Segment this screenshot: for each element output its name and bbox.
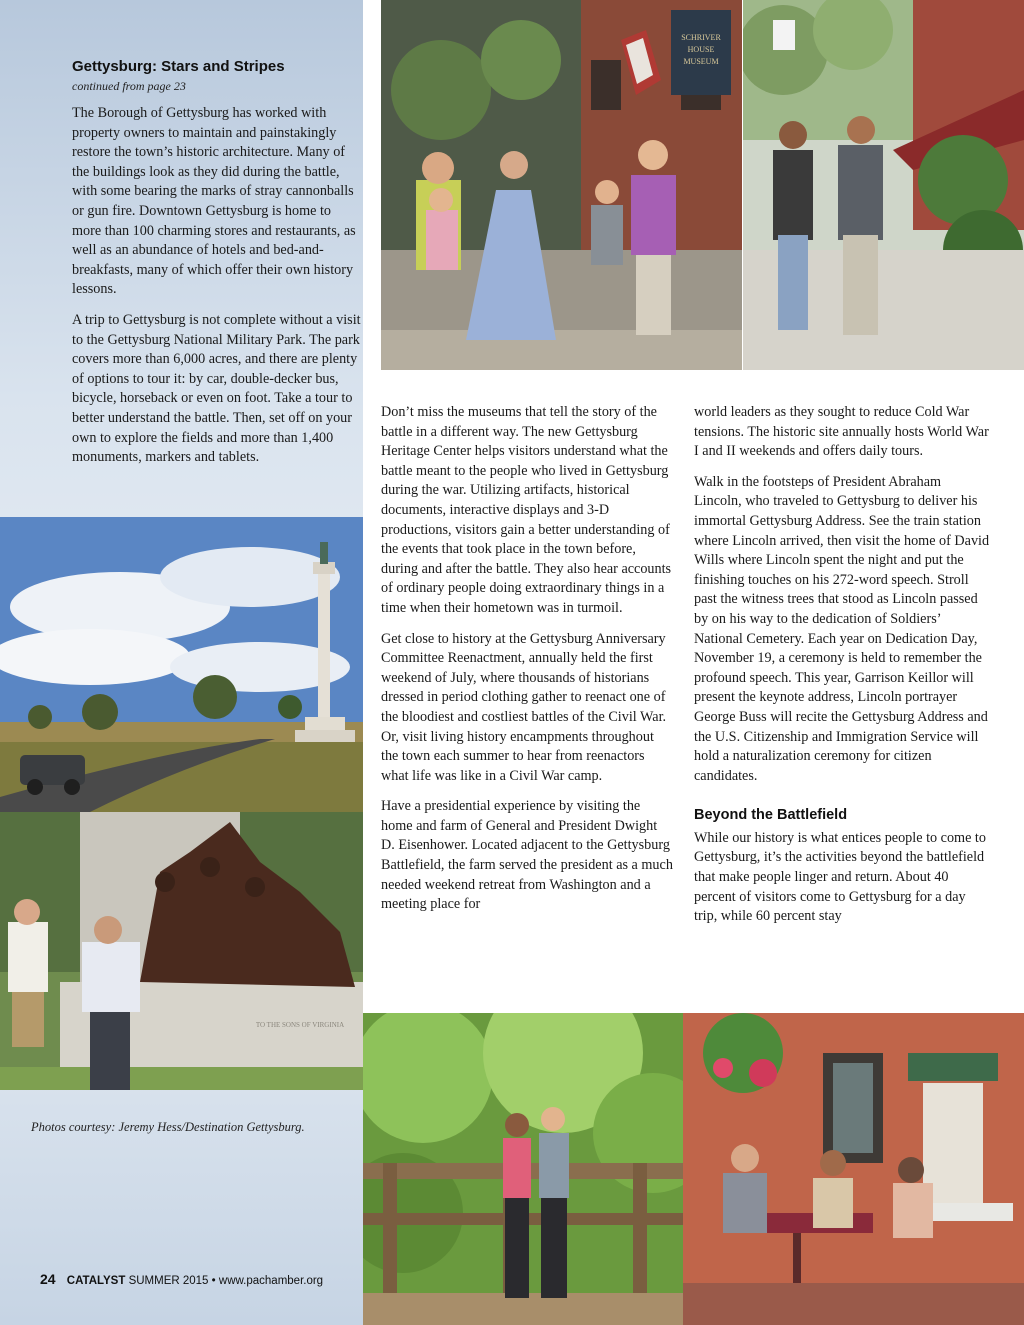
photo-credit: Photos courtesy: Jeremy Hess/Destination Gettysburg.	[31, 1120, 305, 1134]
sidebar-title: Gettysburg: Stars and Stripes	[72, 58, 285, 75]
article-column-2	[694, 403, 990, 938]
issue-label: SUMMER 2015	[128, 1275, 209, 1287]
photo-virginia-monument	[0, 812, 363, 1090]
photo-bridge-hikers	[363, 1013, 683, 1325]
footer-separator: •	[211, 1275, 216, 1287]
article-paragraph: Walk in the footsteps of President Abraham Lincoln, who traveled to Gettysburg to deliver his immortal Gettysburg Address. See the train station where Lincoln arrived, then visit the home of David Wills where Lincoln spent the night and put the finishing touches on his 272-word speech. Stroll past the witness trees that stood as Lincoln passed by on his way to the dedication of Soldiers’ National Cemetery. Each year on Dedication Day, November 19, a ceremony is held to remember the profound speech. This year, Garrison Keillor will present the keynote address, Lincoln portrayer George Buss will recite the Gettysburg Address and the U.S. Citizenship and Immigration Service will hold a naturalization ceremony for citizen candidates.	[694, 473, 990, 784]
article-paragraph: Don’t miss the museums that tell the story of the battle in a different way. The new Gettysburg Heritage Center helps visitors understand what the battle meant to the people who lived in Gettysburg during the war. Utilizing artifacts, historical documents, interactive displays and 3-D productions, visitors gain a better understanding of the events that took place in the town before, during and after the battle. They also hear accounts of ordinary people doing extraordinary things in a time when their hometown was in turmoil.	[381, 404, 672, 616]
magazine-name: CATALYST	[66, 1275, 126, 1287]
photo-family-street	[381, 0, 742, 370]
article-paragraph: While our history is what entices people to come to Gettysburg, it’s the activities beyond the battlefield that make people linger and return. About 40 percent of visitors come to Gettysburg for a day trip, while 60 percent stay	[694, 829, 986, 925]
page-footer	[40, 1271, 323, 1287]
article-column-1	[381, 403, 673, 926]
section-subhead: Beyond the Battlefield	[694, 807, 848, 824]
sidebar-body	[72, 104, 362, 479]
sidebar-paragraph: A trip to Gettysburg is not complete without a visit to the Gettysburg National Military Park. The park covers more than 6,000 acres, and there are plenty of options to tour it: by car, double-decker bus, bicycle, horseback or even on foot. Take a tour to better understand the battle. Then, set off on your own to explore the fields and more than 1,400 monuments, markers and tablets.	[72, 311, 361, 466]
article-paragraph: world leaders as they sought to reduce Cold War tensions. The historic site annually hosts World War I and II weekends and offers daily tours.	[694, 404, 989, 460]
article-paragraph: Have a presidential experience by visiting the home and farm of General and President Dwight D. Eisenhower. Located adjacent to the Gettysburg Battlefield, the farm served the president as a much needed weekend retreat from Washington and a meeting place for	[381, 798, 673, 913]
museum-sign-line3: MUSEUM	[683, 57, 719, 66]
article-paragraph: Get close to history at the Gettysburg Anniversary Committee Reenactment, annually held the first weekend of July, where thousands of historians dressed in period clothing gather to reenact one of the bloodiest and costliest battles of the Civil War. Or, visit living history encampments throughout the town each summer to hear from reenactors what life was like in a Civil War camp.	[381, 630, 667, 784]
museum-sign-line2: HOUSE	[687, 45, 715, 54]
photo-couple-walking	[743, 0, 1024, 370]
website-link[interactable]: www.pachamber.org	[218, 1275, 324, 1287]
page-number: 24	[40, 1271, 56, 1287]
photo-outdoor-dining	[683, 1013, 1024, 1325]
museum-sign-line1: SCHRIVER	[681, 33, 721, 42]
monument-inscription: TO THE SONS OF VIRGINIA	[255, 1021, 345, 1029]
continued-from-note: continued from page 23	[72, 79, 186, 93]
photo-battlefield-monument	[0, 517, 363, 812]
sidebar-paragraph: The Borough of Gettysburg has worked with property owners to maintain and painstakingly restore the town’s historic architecture. Many of the buildings look as they did during the battle, with some bearing the marks of stray cannonballs or gun fire. Downtown Gettysburg is home to more than 100 charming stores and restaurants, as well as an abundance of hotels and bed-and-breakfasts, many of which offer their own history lessons.	[72, 105, 356, 298]
